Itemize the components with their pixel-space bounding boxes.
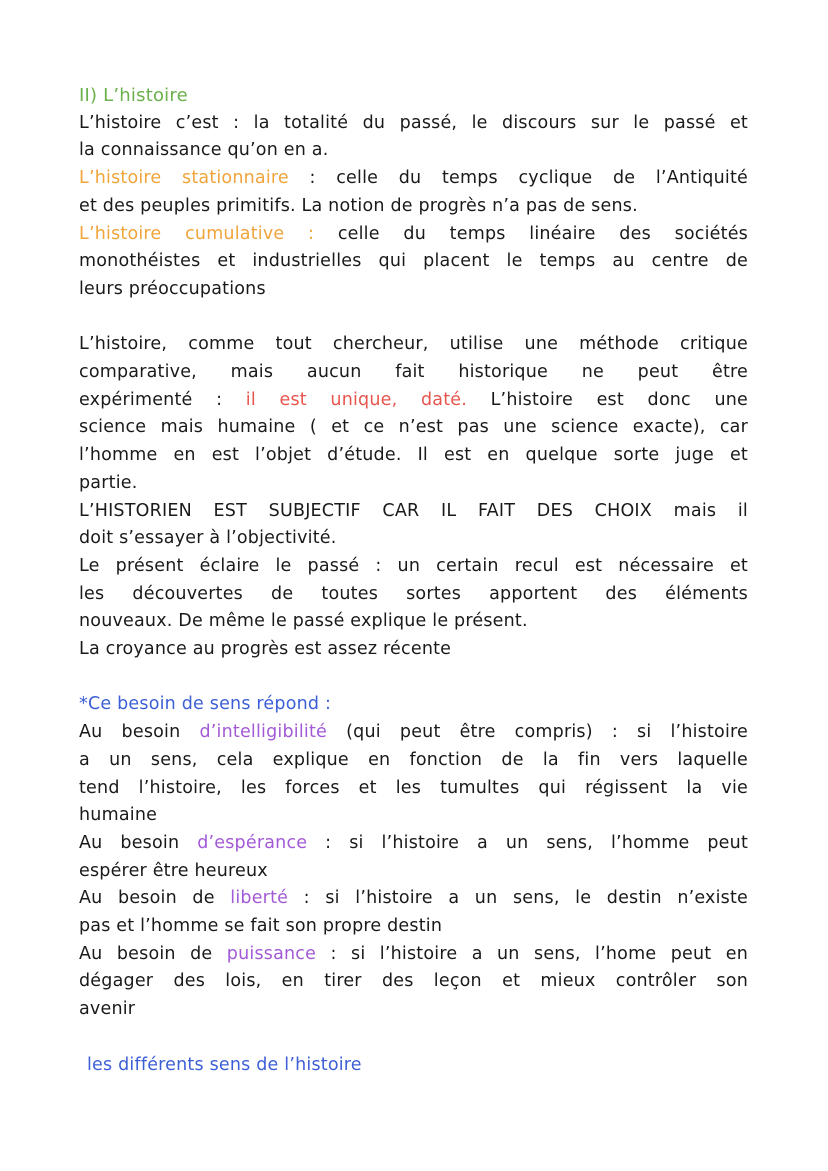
method-line-7: L’HISTORIEN EST SUBJECTIF CAR IL FAIT DES CHOIX mais il <box>79 500 748 521</box>
esperance-term: d’espérance <box>197 832 308 853</box>
method-line-12: La croyance au progrès est assez récente <box>79 639 452 660</box>
intelligibilite-line-3: tend l’histoire, les forces et les tumultes qui régissent la vie <box>79 777 748 798</box>
puissance-line-2: dégager des lois, en tirer des leçon et mieux contrôler son <box>79 971 748 992</box>
stationnaire-definition: : celle du temps cyclique de l’Antiquité <box>288 168 748 189</box>
intro-line-1: L’histoire c’est : la totalité du passé, le discours sur le passé et <box>79 112 748 133</box>
method-line-5: l’homme en est l’objet d’étude. Il est en quelque sorte juge et <box>79 445 748 466</box>
cumulative-term: L’histoire cumulative : <box>79 223 315 244</box>
paragraph-gap <box>79 304 748 332</box>
esperance-line-2: espérer être heureux <box>79 860 268 881</box>
intelligibilite-term: d’intelligibilité <box>199 722 328 743</box>
esperance-prefix: Au besoin <box>79 832 198 853</box>
puissance-line-3: avenir <box>79 999 136 1020</box>
method-line-3-end: L’histoire est donc une <box>467 389 748 410</box>
intelligibilite-definition: (qui peut être compris) : si l’histoire <box>327 722 748 743</box>
method-line-8: doit s’essayer à l’objectivité. <box>79 528 337 549</box>
stationnaire-term: L’histoire stationnaire <box>79 168 289 189</box>
liberte-line-1 <box>79 885 748 913</box>
puissance-prefix: Au besoin de <box>79 943 227 964</box>
esperance-definition: : si l’histoire a un sens, l’homme peut <box>307 832 749 853</box>
method-line-10: les découvertes de toutes sortes apportent des éléments <box>79 583 748 604</box>
cumulative-line-2: monothéistes et industrielles qui placent le temps au centre de <box>79 251 748 272</box>
method-line-6: partie. <box>79 472 138 493</box>
esperance-line-1 <box>79 830 748 858</box>
paragraph-gap <box>79 1024 748 1052</box>
liberte-line-2: pas et l’homme se fait son propre destin <box>79 916 443 937</box>
liberte-term: liberté <box>230 888 289 909</box>
method-line-3-start: expérimenté : <box>79 389 246 410</box>
unique-date-emphasis: il est unique, daté. <box>245 389 468 410</box>
method-line-9: Le présent éclaire le passé : un certain recul est nécessaire et <box>79 555 748 576</box>
intelligibilite-prefix: Au besoin <box>79 722 200 743</box>
section-title: II) L’histoire <box>79 85 188 106</box>
intro-line-2: la connaissance qu’on en a. <box>79 140 329 161</box>
footer-heading: les différents sens de l’histoire <box>87 1054 362 1075</box>
intelligibilite-line-2: a un sens, cela explique en fonction de la fin vers laquelle <box>79 749 748 770</box>
paragraph-gap <box>79 664 748 692</box>
liberte-definition: : si l’histoire a un sens, le destin n’existe <box>288 888 748 909</box>
method-line-1: L’histoire, comme tout chercheur, utilise une méthode critique <box>79 334 748 355</box>
puissance-term: puissance <box>226 943 317 964</box>
puissance-line-1 <box>79 941 748 969</box>
stationnaire-line-1 <box>79 165 748 193</box>
besoin-heading: *Ce besoin de sens répond : <box>79 694 332 715</box>
liberte-prefix: Au besoin de <box>79 888 231 909</box>
stationnaire-line-2: et des peuples primitifs. La notion de progrès n’a pas de sens. <box>79 195 638 216</box>
method-line-4: science mais humaine ( et ce n’est pas une science exacte), car <box>79 417 748 438</box>
cumulative-line-3: leurs préoccupations <box>79 278 266 299</box>
method-line-3 <box>79 387 748 415</box>
intelligibilite-line-4: humaine <box>79 805 158 826</box>
intelligibilite-line-1 <box>79 719 748 747</box>
method-line-2: comparative, mais aucun fait historique ne peut être <box>79 362 748 383</box>
method-line-11: nouveaux. De même le passé explique le présent. <box>79 611 528 632</box>
cumulative-line-1 <box>79 221 748 249</box>
cumulative-definition: celle du temps linéaire des sociétés <box>314 223 748 244</box>
puissance-definition: : si l’histoire a un sens, l’home peut en <box>316 943 748 964</box>
